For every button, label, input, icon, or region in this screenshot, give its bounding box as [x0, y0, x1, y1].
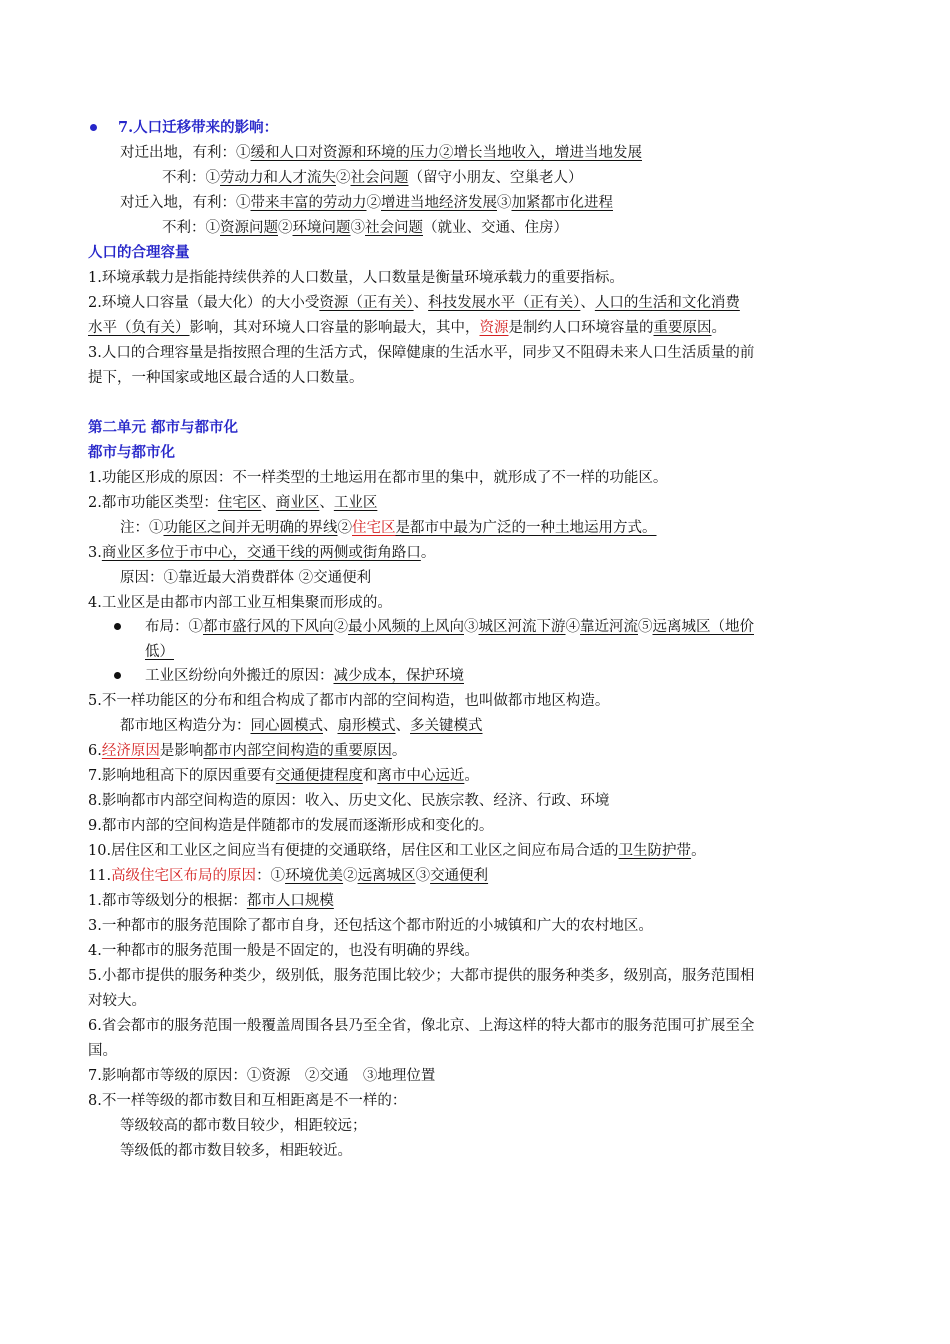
hierarchy-item-3: 3.一种都市的服务范围除了都市自身，还包括这个都市附近的小城镇和广大的农村地区。: [88, 918, 653, 934]
item-3-reason: 原因：①靠近最大消费群体 ②交通便利: [120, 570, 372, 586]
hierarchy-item-5-line-1: 5.小都市提供的服务种类少，级别低，服务范围比较少；大都市提供的服务种类多，级别高，服务范围相: [88, 968, 755, 984]
item-7: 7.影响地租高下的原因重要有交通便捷程度和离市中心远近。: [88, 768, 479, 784]
item-3: 3.商业区多位于市中心，交通干线的两侧或街角路口。: [88, 545, 436, 561]
bullet-dot: [114, 672, 121, 679]
outmigration-favorable: 对迁出地，有利：①缓和人口对资源和环境的压力②增长当地收入，增进当地发展: [120, 145, 642, 161]
bullet-dot: [90, 124, 97, 131]
paragraph-3-line-2: 提下，一种国家或地区最合适的人口数量。: [88, 370, 364, 386]
hierarchy-item-1: 1.都市等级划分的根据：都市人口规模: [88, 893, 334, 909]
item-4-layout-cont: 低）: [145, 644, 174, 660]
section-heading-capacity: 人口的合理容量: [88, 244, 190, 261]
item-1: 1.功能区形成的原因：不一样类型的土地运用在都市里的集中，就形成了不一样的功能区。: [88, 470, 668, 486]
item-4-layout: 布局：①都市盛行风的下风向②最小风频的上风向③城区河流下游④靠近河流⑤远离城区（地价: [145, 619, 754, 635]
item-4-relocation: 工业区纷纷向外搬迁的原因：减少成本，保护环境: [145, 668, 464, 684]
item-8: 8.影响都市内部空间构造的原因：收入、历史文化、民族宗教、经济、行政、环境: [88, 793, 610, 809]
item-5: 5.不一样功能区的分布和组合构成了都市内部的空间构造，也叫做都市地区构造。: [88, 693, 610, 709]
outmigration-unfavorable: 不利：①劳动力和人才流失②社会问题（留守小朋友、空巢老人）: [162, 170, 583, 186]
item-6: 6.经济原因是影响都市内部空间构造的重要原因。: [88, 743, 407, 759]
item-11: 11.高级住宅区布局的原因：①环境优美②远离城区③交通便利: [88, 868, 489, 884]
hierarchy-item-4: 4.一种都市的服务范围一般是不固定的，也没有明确的界线。: [88, 943, 479, 959]
bullet-dot: [114, 623, 121, 630]
paragraph-3-line-1: 3.人口的合理容量是指按照合理的生活方式，保障健康的生活水平，同步又不阻碍未来人口生活质量的前: [88, 345, 755, 361]
item-9: 9.都市内部的空间构造是伴随都市的发展而逐渐形成和变化的。: [88, 818, 494, 834]
section-heading-migration: 7.人口迁移带来的影响：: [118, 119, 279, 136]
paragraph-2-line-1: 2.环境人口容量（最大化）的大小受资源（正有关）、科技发展水平（正有关）、人口的生活和文化消费: [88, 295, 740, 311]
hierarchy-item-8: 8.不一样等级的都市数目和互相距离是不一样的：: [88, 1093, 407, 1109]
section-heading-cities: 都市与都市化: [88, 444, 175, 461]
unit-heading: 第二单元 都市与都市化: [88, 419, 239, 436]
hierarchy-item-5-line-2: 对较大。: [88, 993, 146, 1009]
inmigration-favorable: 对迁入地，有利：①带来丰富的劳动力②增进当地经济发展③加紧都市化进程: [120, 195, 613, 211]
paragraph-1: 1.环境承载力是指能持续供养的人口数量，人口数量是衡量环境承载力的重要指标。: [88, 270, 624, 286]
item-2-note: 注：①功能区之间并无明确的界线②住宅区是都市中最为广泛的一种土地运用方式。: [120, 520, 657, 536]
item-4: 4.工业区是由都市内部工业互相集聚而形成的。: [88, 595, 392, 611]
item-10: 10.居住区和工业区之间应当有便捷的交通联络，居住区和工业区之间应布局合适的卫生防护带。: [88, 843, 706, 859]
hierarchy-item-8-a: 等级较高的都市数目较少，相距较远；: [120, 1118, 367, 1134]
hierarchy-item-6-line-1: 6.省会都市的服务范围一般覆盖周围各县乃至全省，像北京、上海这样的特大都市的服务范围可扩展至全: [88, 1018, 755, 1034]
hierarchy-item-7: 7.影响都市等级的原因：①资源 ②交通 ③地理位置: [88, 1068, 436, 1084]
item-5-models: 都市地区构造分为：同心圆模式、扇形模式、多关键模式: [120, 718, 483, 734]
hierarchy-item-6-line-2: 国。: [88, 1043, 117, 1059]
inmigration-unfavorable: 不利：①资源问题②环境问题③社会问题（就业、交通、住房）: [162, 220, 568, 236]
hierarchy-item-8-b: 等级低的都市数目较多，相距较近。: [120, 1143, 352, 1159]
item-2: 2.都市功能区类型：住宅区、商业区、工业区: [88, 495, 378, 511]
paragraph-2-line-2: 水平（负有关）影响，其对环境人口容量的影响最大，其中，资源是制约人口环境容量的重要原因。: [88, 320, 726, 336]
